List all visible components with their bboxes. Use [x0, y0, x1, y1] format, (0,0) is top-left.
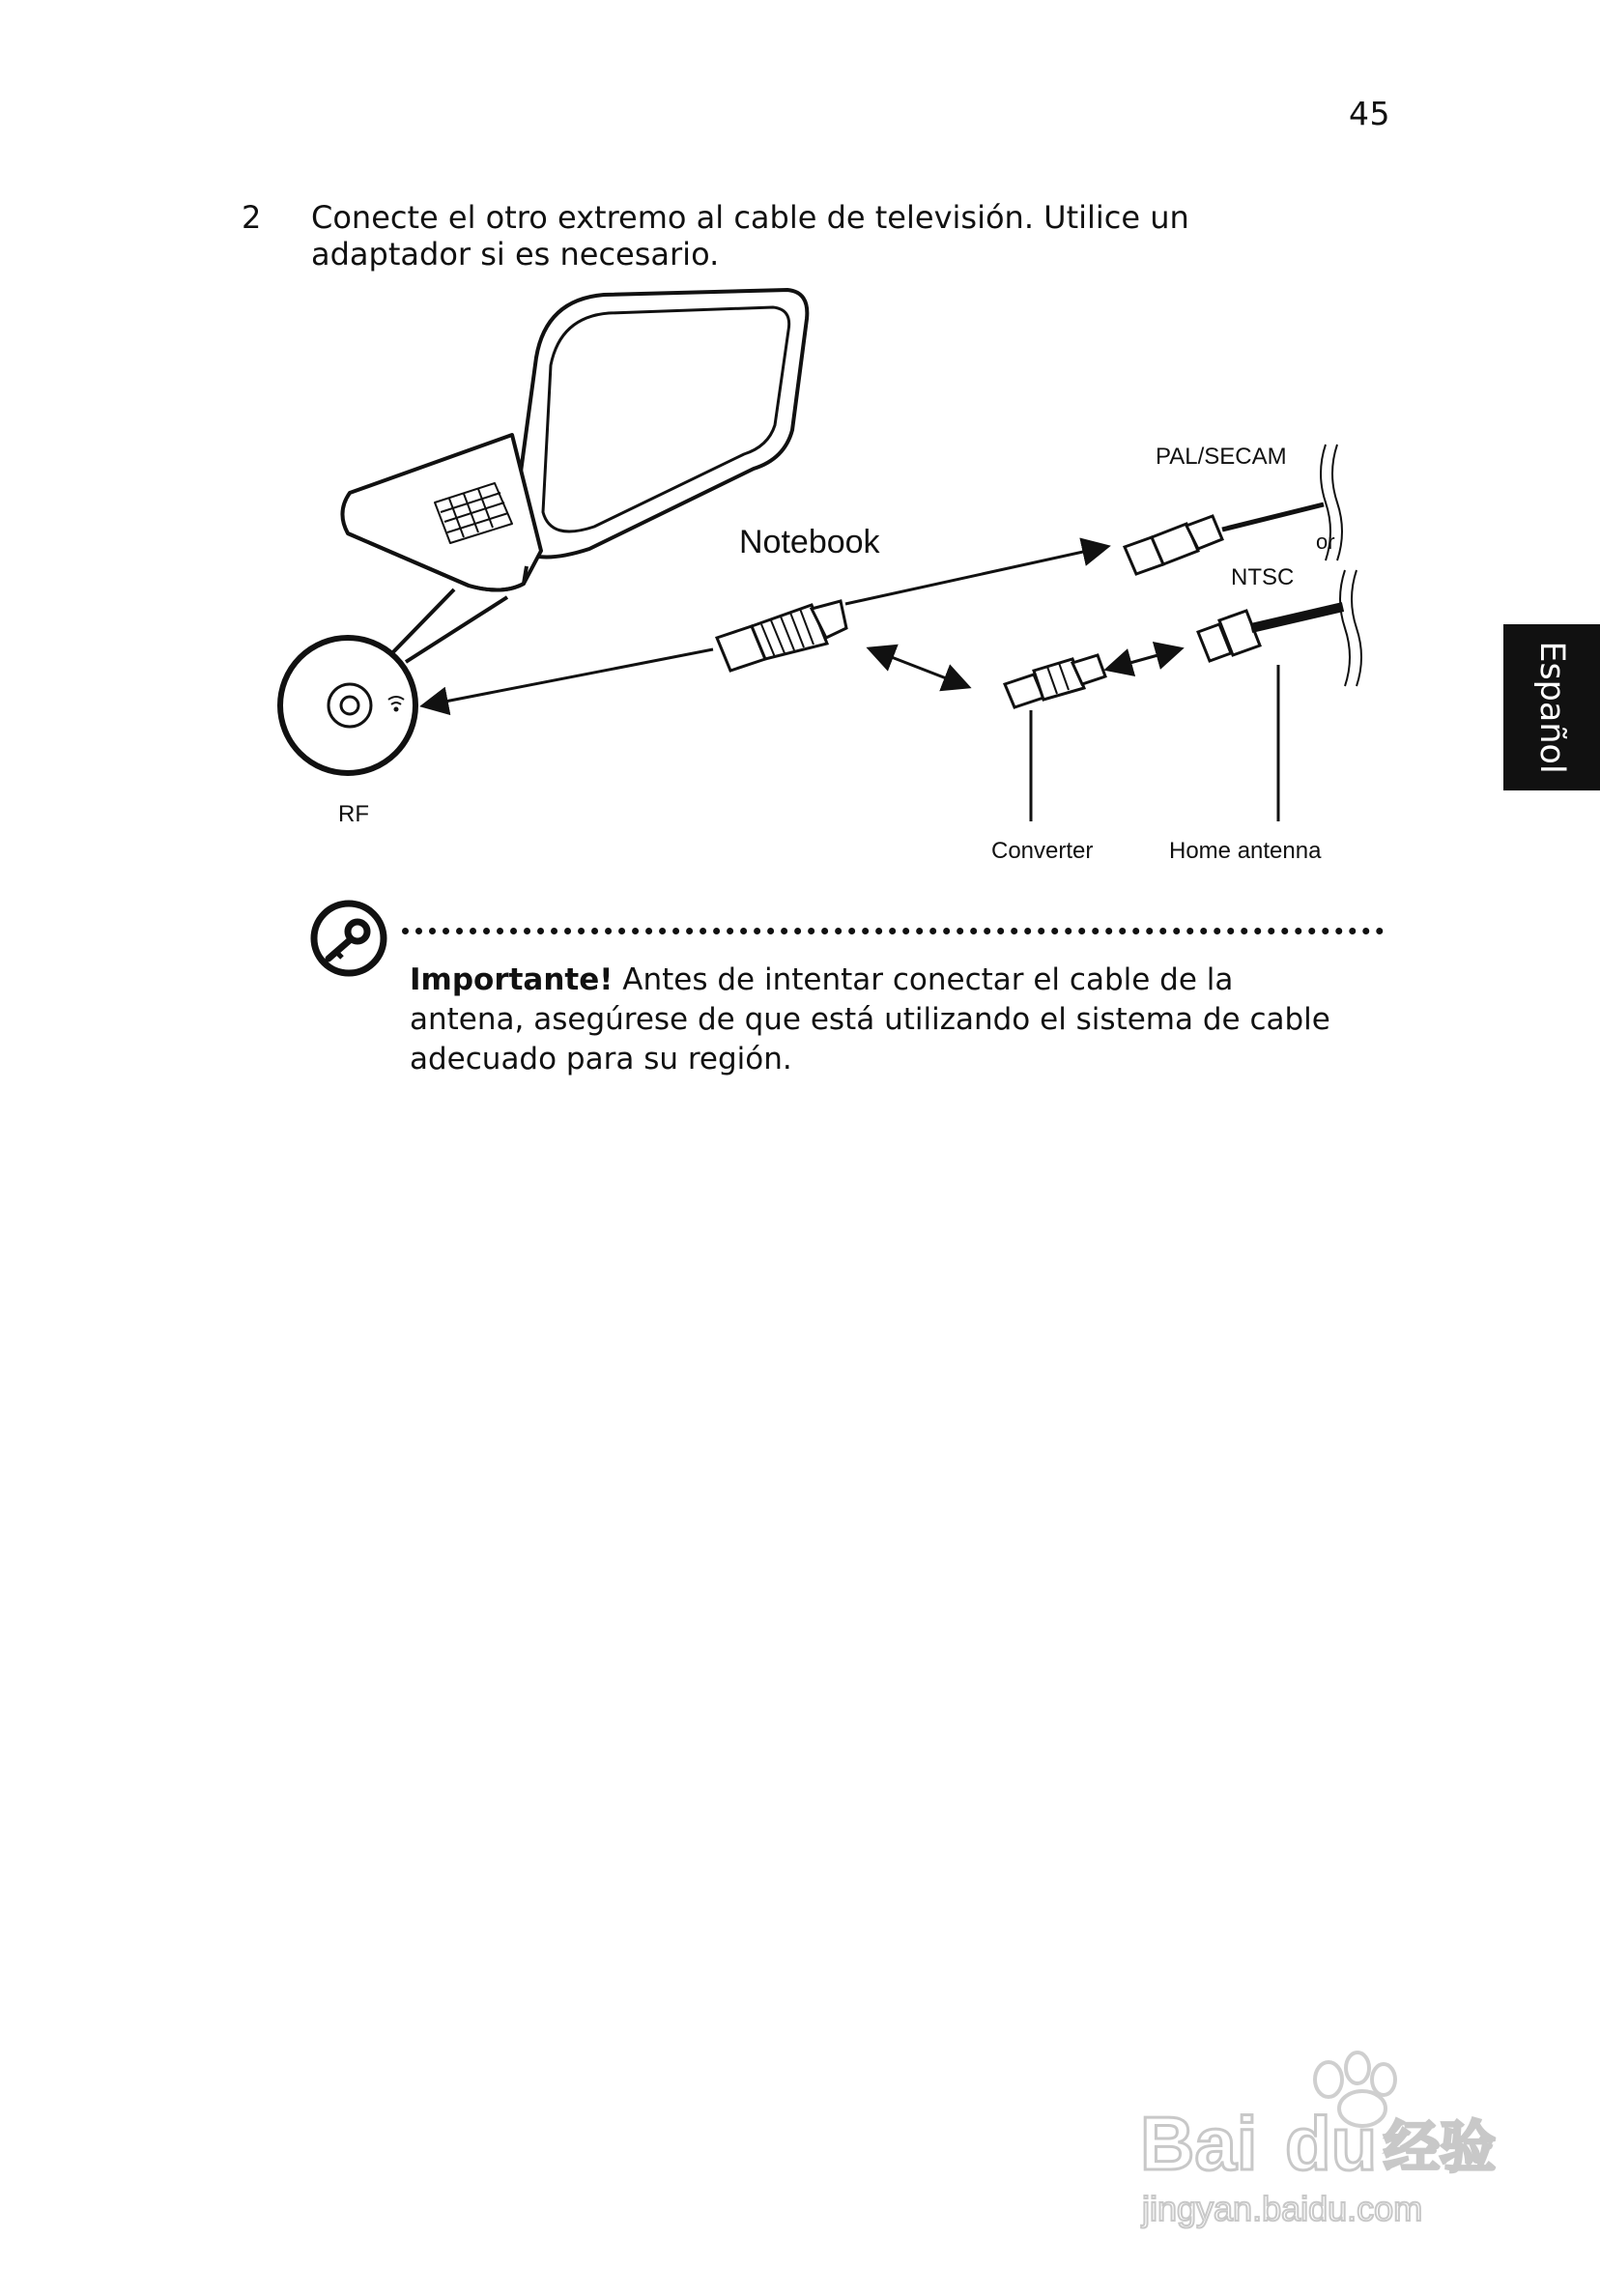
notebook-label: Notebook [739, 524, 880, 560]
ntsc-label: NTSC [1231, 564, 1295, 590]
page-number: 45 [1349, 95, 1390, 132]
rf-plug [717, 601, 846, 671]
home-antenna-label: Home antenna [1169, 838, 1322, 864]
converter-adapter [1005, 655, 1105, 707]
watermark-url: jingyan.baidu.com [1142, 2189, 1423, 2228]
watermark-brand: Bai [1140, 2101, 1258, 2186]
cable-break-marks [1321, 445, 1361, 686]
language-tab [1503, 624, 1600, 790]
baidu-watermark [1130, 2039, 1517, 2232]
step-number: 2 [242, 199, 262, 236]
important-note [410, 961, 1337, 1079]
connection-diagram [271, 280, 1382, 899]
note-divider [402, 928, 1384, 934]
step-text: Conecte el otro extremo al cable de televisión. Utilice un adaptador si es necesario. [311, 199, 1189, 273]
ntsc-plug [1198, 607, 1343, 661]
note-lead: Importante! [410, 962, 614, 997]
note-body: Antes de intentar conectar el cable de la antena, asegúrese de que está utilizando el sistema de cable adecuado para su región. [410, 962, 1330, 1076]
rf-port-detail [280, 638, 415, 773]
rf-label: RF [338, 801, 369, 827]
or-label: or [1316, 530, 1335, 554]
language-tab-label: Español [1532, 641, 1571, 774]
key-icon [309, 899, 388, 978]
converter-label: Converter [991, 838, 1094, 864]
watermark-cn: 经验 [1384, 2114, 1497, 2180]
notebook-illustration [342, 290, 807, 662]
pal-secam-label: PAL/SECAM [1156, 444, 1287, 470]
watermark-brand2: du [1285, 2101, 1378, 2186]
